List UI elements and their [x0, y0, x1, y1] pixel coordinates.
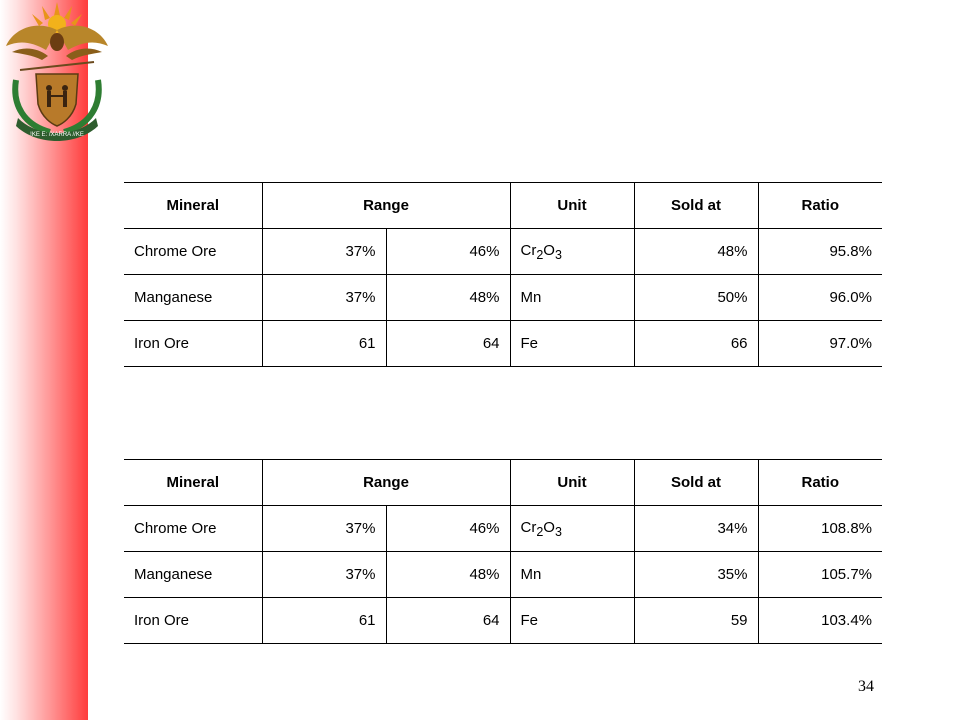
mineral-table-1 [124, 182, 882, 367]
range-low-cell: 37% [262, 506, 386, 552]
sold-at-cell: 35% [634, 552, 758, 598]
sold-at-cell: 48% [634, 229, 758, 275]
table-row [124, 275, 882, 321]
range-low-cell: 61 [262, 598, 386, 644]
unit-cell: Mn [510, 552, 634, 598]
mineral-cell: Manganese [124, 275, 262, 321]
range-low-cell: 61 [262, 321, 386, 367]
unit-cell: $Cr_2O_3$ [510, 506, 634, 552]
sold-at-cell: 50% [634, 275, 758, 321]
coat-of-arms-icon [2, 0, 112, 150]
header-mineral: Mineral [124, 460, 262, 506]
unit-cell: $Cr_2O_3$ [510, 229, 634, 275]
range-low-cell: 37% [262, 275, 386, 321]
range-high-cell: 48% [386, 275, 510, 321]
unit-cell: Fe [510, 598, 634, 644]
table-row [124, 506, 882, 552]
range-high-cell: 46% [386, 229, 510, 275]
table-row [124, 229, 882, 275]
mineral-cell: Iron Ore [124, 598, 262, 644]
table-row [124, 321, 882, 367]
table-row [124, 552, 882, 598]
range-high-cell: 64 [386, 598, 510, 644]
ratio-cell: 96.0% [758, 275, 882, 321]
header-range: Range [262, 460, 510, 506]
header-sold-at: Sold at [634, 183, 758, 229]
header-range: Range [262, 183, 510, 229]
header-sold-at: Sold at [634, 460, 758, 506]
range-high-cell: 46% [386, 506, 510, 552]
table-header-row [124, 460, 882, 506]
mineral-table-2 [124, 459, 882, 644]
header-ratio: Ratio [758, 183, 882, 229]
table-header-row [124, 183, 882, 229]
table-row [124, 598, 882, 644]
mineral-cell: Iron Ore [124, 321, 262, 367]
header-unit: Unit [510, 183, 634, 229]
mineral-cell: Chrome Ore [124, 229, 262, 275]
range-low-cell: 37% [262, 552, 386, 598]
unit-cell: Fe [510, 321, 634, 367]
sold-at-cell: 66 [634, 321, 758, 367]
mineral-cell: Chrome Ore [124, 506, 262, 552]
unit-cell: Mn [510, 275, 634, 321]
svg-text:!KE E: /XARRA //KE: !KE E: /XARRA //KE [30, 132, 84, 138]
page-number: 34 [858, 678, 874, 695]
ratio-cell: 105.7% [758, 552, 882, 598]
sold-at-cell: 34% [634, 506, 758, 552]
ratio-cell: 95.8% [758, 229, 882, 275]
header-unit: Unit [510, 460, 634, 506]
ratio-cell: 108.8% [758, 506, 882, 552]
range-low-cell: 37% [262, 229, 386, 275]
range-high-cell: 48% [386, 552, 510, 598]
sold-at-cell: 59 [634, 598, 758, 644]
ratio-cell: 103.4% [758, 598, 882, 644]
mineral-cell: Manganese [124, 552, 262, 598]
header-mineral: Mineral [124, 183, 262, 229]
header-ratio: Ratio [758, 460, 882, 506]
ratio-cell: 97.0% [758, 321, 882, 367]
range-high-cell: 64 [386, 321, 510, 367]
